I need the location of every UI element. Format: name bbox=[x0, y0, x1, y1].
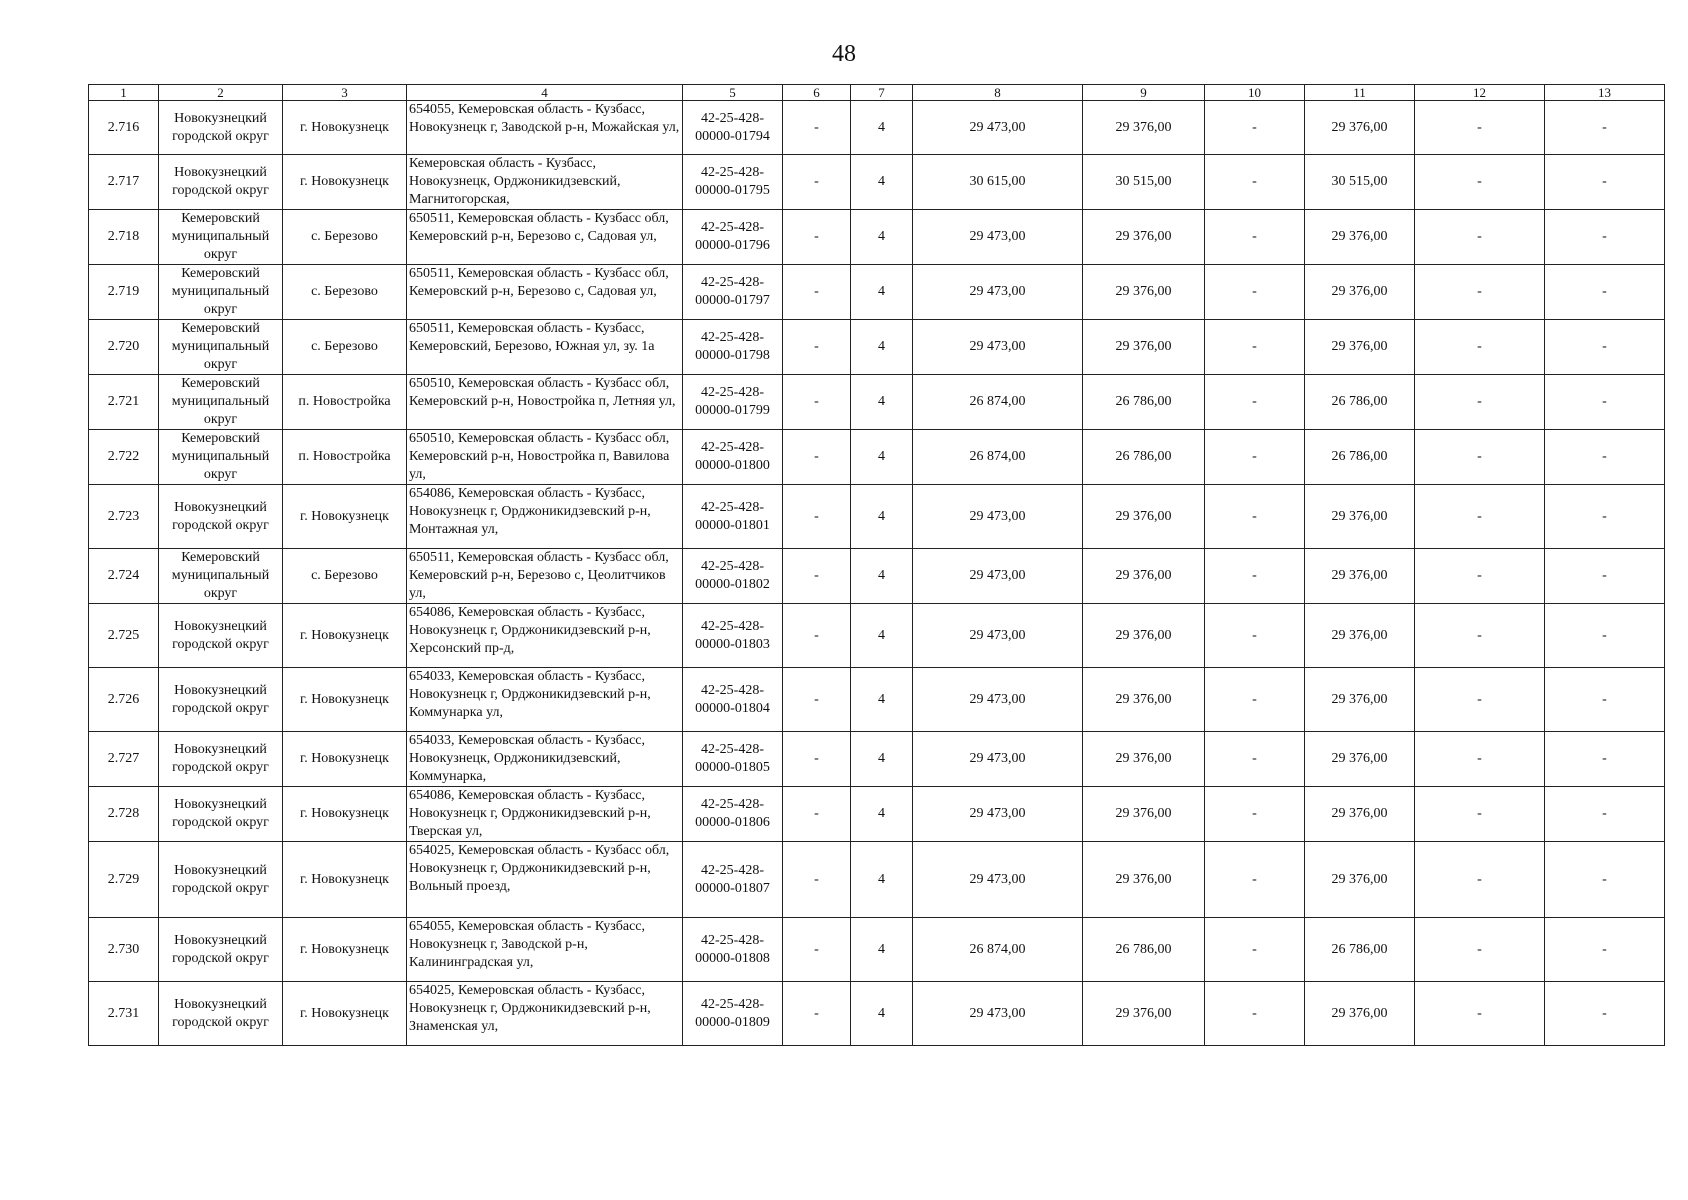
address-cell: 650510, Кемеровская область - Кузбасс обл, Кемеровский р-н, Новостройка п, Вавилова ул, bbox=[407, 430, 683, 485]
address-cell: 650511, Кемеровская область - Кузбасс обл, Кемеровский р-н, Березово с, Садовая ул, bbox=[407, 265, 683, 320]
column-header: 7 bbox=[851, 85, 913, 101]
col-12-cell: - bbox=[1415, 549, 1545, 604]
column-header: 1 bbox=[89, 85, 159, 101]
col-10-cell: - bbox=[1205, 918, 1305, 982]
amount-8-cell: 29 473,00 bbox=[913, 485, 1083, 549]
registry-code-cell: 42-25-428-00000-01799 bbox=[683, 375, 783, 430]
col-13-cell: - bbox=[1545, 265, 1665, 320]
header-row bbox=[89, 85, 1665, 101]
col-13-cell: - bbox=[1545, 732, 1665, 787]
table-header bbox=[89, 85, 1665, 101]
amount-9-cell: 29 376,00 bbox=[1083, 787, 1205, 842]
address-cell: 654055, Кемеровская область - Кузбасс, Новокузнецк г, Заводской р-н, Калининградская ул, bbox=[407, 918, 683, 982]
row-number-cell: 2.722 bbox=[89, 430, 159, 485]
amount-8-cell: 29 473,00 bbox=[913, 732, 1083, 787]
col-10-cell: - bbox=[1205, 982, 1305, 1046]
address-cell: 654055, Кемеровская область - Кузбасс, Новокузнецк г, Заводской р-н, Можайская ул, bbox=[407, 101, 683, 155]
amount-11-cell: 30 515,00 bbox=[1305, 155, 1415, 210]
amount-11-cell: 29 376,00 bbox=[1305, 485, 1415, 549]
col-13-cell: - bbox=[1545, 982, 1665, 1046]
column-header: 13 bbox=[1545, 85, 1665, 101]
registry-code-cell: 42-25-428-00000-01797 bbox=[683, 265, 783, 320]
amount-9-cell: 29 376,00 bbox=[1083, 101, 1205, 155]
address-cell: 654033, Кемеровская область - Кузбасс, Новокузнецк г, Орджоникидзевский р-н, Коммунарка ул, bbox=[407, 668, 683, 732]
table-row bbox=[89, 101, 1665, 155]
column-header: 2 bbox=[159, 85, 283, 101]
col-7-cell: 4 bbox=[851, 982, 913, 1046]
settlement-cell: г. Новокузнецк bbox=[283, 668, 407, 732]
amount-8-cell: 29 473,00 bbox=[913, 265, 1083, 320]
col-10-cell: - bbox=[1205, 732, 1305, 787]
col-13-cell: - bbox=[1545, 842, 1665, 918]
municipality-cell: Кемеровский муниципальный округ bbox=[159, 549, 283, 604]
address-cell: 650511, Кемеровская область - Кузбасс, Кемеровский, Березово, Южная ул, зу. 1а bbox=[407, 320, 683, 375]
row-number-cell: 2.719 bbox=[89, 265, 159, 320]
amount-11-cell: 26 786,00 bbox=[1305, 918, 1415, 982]
registry-code-cell: 42-25-428-00000-01805 bbox=[683, 732, 783, 787]
amount-8-cell: 30 615,00 bbox=[913, 155, 1083, 210]
table-row bbox=[89, 155, 1665, 210]
municipality-cell: Новокузнецкий городской округ bbox=[159, 982, 283, 1046]
row-number-cell: 2.727 bbox=[89, 732, 159, 787]
amount-8-cell: 29 473,00 bbox=[913, 787, 1083, 842]
table-body bbox=[89, 101, 1665, 1046]
address-cell: 654025, Кемеровская область - Кузбасс обл, Новокузнецк г, Орджоникидзевский р-н, Вольный проезд, bbox=[407, 842, 683, 918]
amount-9-cell: 29 376,00 bbox=[1083, 549, 1205, 604]
settlement-cell: г. Новокузнецк bbox=[283, 485, 407, 549]
col-13-cell: - bbox=[1545, 155, 1665, 210]
amount-8-cell: 29 473,00 bbox=[913, 668, 1083, 732]
amount-9-cell: 30 515,00 bbox=[1083, 155, 1205, 210]
amount-11-cell: 26 786,00 bbox=[1305, 430, 1415, 485]
col-13-cell: - bbox=[1545, 320, 1665, 375]
amount-8-cell: 26 874,00 bbox=[913, 430, 1083, 485]
amount-9-cell: 29 376,00 bbox=[1083, 485, 1205, 549]
col-13-cell: - bbox=[1545, 210, 1665, 265]
row-number-cell: 2.728 bbox=[89, 787, 159, 842]
col-12-cell: - bbox=[1415, 918, 1545, 982]
column-header: 6 bbox=[783, 85, 851, 101]
col-7-cell: 4 bbox=[851, 265, 913, 320]
col-6-cell: - bbox=[783, 320, 851, 375]
col-10-cell: - bbox=[1205, 430, 1305, 485]
col-12-cell: - bbox=[1415, 210, 1545, 265]
municipality-cell: Новокузнецкий городской округ bbox=[159, 604, 283, 668]
municipality-cell: Новокузнецкий городской округ bbox=[159, 101, 283, 155]
municipality-cell: Новокузнецкий городской округ bbox=[159, 842, 283, 918]
table-row bbox=[89, 604, 1665, 668]
registry-code-cell: 42-25-428-00000-01796 bbox=[683, 210, 783, 265]
address-cell: 654086, Кемеровская область - Кузбасс, Новокузнецк г, Орджоникидзевский р-н, Монтажная ул, bbox=[407, 485, 683, 549]
registry-code-cell: 42-25-428-00000-01801 bbox=[683, 485, 783, 549]
table-row bbox=[89, 265, 1665, 320]
registry-code-cell: 42-25-428-00000-01795 bbox=[683, 155, 783, 210]
municipality-cell: Кемеровский муниципальный округ bbox=[159, 430, 283, 485]
col-10-cell: - bbox=[1205, 210, 1305, 265]
col-10-cell: - bbox=[1205, 101, 1305, 155]
column-header: 9 bbox=[1083, 85, 1205, 101]
column-header: 12 bbox=[1415, 85, 1545, 101]
amount-8-cell: 29 473,00 bbox=[913, 549, 1083, 604]
table-row bbox=[89, 787, 1665, 842]
table-row bbox=[89, 210, 1665, 265]
col-12-cell: - bbox=[1415, 485, 1545, 549]
settlement-cell: п. Новостройка bbox=[283, 430, 407, 485]
column-header: 10 bbox=[1205, 85, 1305, 101]
row-number-cell: 2.725 bbox=[89, 604, 159, 668]
col-13-cell: - bbox=[1545, 101, 1665, 155]
col-6-cell: - bbox=[783, 485, 851, 549]
col-6-cell: - bbox=[783, 549, 851, 604]
col-12-cell: - bbox=[1415, 842, 1545, 918]
amount-8-cell: 29 473,00 bbox=[913, 320, 1083, 375]
col-7-cell: 4 bbox=[851, 101, 913, 155]
municipality-cell: Кемеровский муниципальный округ bbox=[159, 320, 283, 375]
col-12-cell: - bbox=[1415, 101, 1545, 155]
amount-11-cell: 29 376,00 bbox=[1305, 842, 1415, 918]
col-12-cell: - bbox=[1415, 430, 1545, 485]
col-12-cell: - bbox=[1415, 265, 1545, 320]
amount-9-cell: 29 376,00 bbox=[1083, 210, 1205, 265]
table-row bbox=[89, 320, 1665, 375]
col-6-cell: - bbox=[783, 210, 851, 265]
amount-9-cell: 26 786,00 bbox=[1083, 918, 1205, 982]
amount-9-cell: 29 376,00 bbox=[1083, 320, 1205, 375]
amount-11-cell: 29 376,00 bbox=[1305, 604, 1415, 668]
col-7-cell: 4 bbox=[851, 604, 913, 668]
municipality-cell: Новокузнецкий городской округ bbox=[159, 787, 283, 842]
amount-11-cell: 29 376,00 bbox=[1305, 787, 1415, 842]
col-6-cell: - bbox=[783, 155, 851, 210]
col-6-cell: - bbox=[783, 430, 851, 485]
table-row bbox=[89, 430, 1665, 485]
settlement-cell: п. Новостройка bbox=[283, 375, 407, 430]
amount-8-cell: 26 874,00 bbox=[913, 375, 1083, 430]
registry-code-cell: 42-25-428-00000-01803 bbox=[683, 604, 783, 668]
col-13-cell: - bbox=[1545, 430, 1665, 485]
amount-8-cell: 29 473,00 bbox=[913, 101, 1083, 155]
settlement-cell: с. Березово bbox=[283, 320, 407, 375]
row-number-cell: 2.721 bbox=[89, 375, 159, 430]
amount-11-cell: 29 376,00 bbox=[1305, 320, 1415, 375]
amount-8-cell: 26 874,00 bbox=[913, 918, 1083, 982]
col-7-cell: 4 bbox=[851, 375, 913, 430]
settlement-cell: с. Березово bbox=[283, 265, 407, 320]
col-12-cell: - bbox=[1415, 732, 1545, 787]
column-header: 8 bbox=[913, 85, 1083, 101]
settlement-cell: г. Новокузнецк bbox=[283, 982, 407, 1046]
settlement-cell: г. Новокузнецк bbox=[283, 732, 407, 787]
column-header: 5 bbox=[683, 85, 783, 101]
settlement-cell: г. Новокузнецк bbox=[283, 842, 407, 918]
col-13-cell: - bbox=[1545, 604, 1665, 668]
amount-11-cell: 29 376,00 bbox=[1305, 668, 1415, 732]
amount-11-cell: 29 376,00 bbox=[1305, 549, 1415, 604]
registry-code-cell: 42-25-428-00000-01802 bbox=[683, 549, 783, 604]
col-6-cell: - bbox=[783, 787, 851, 842]
table-row bbox=[89, 549, 1665, 604]
col-12-cell: - bbox=[1415, 787, 1545, 842]
amount-9-cell: 29 376,00 bbox=[1083, 668, 1205, 732]
row-number-cell: 2.724 bbox=[89, 549, 159, 604]
municipality-cell: Новокузнецкий городской округ bbox=[159, 668, 283, 732]
table-row bbox=[89, 375, 1665, 430]
col-6-cell: - bbox=[783, 732, 851, 787]
col-7-cell: 4 bbox=[851, 210, 913, 265]
settlement-cell: г. Новокузнецк bbox=[283, 787, 407, 842]
address-cell: 654086, Кемеровская область - Кузбасс, Новокузнецк г, Орджоникидзевский р-н, Тверская ул, bbox=[407, 787, 683, 842]
amount-9-cell: 29 376,00 bbox=[1083, 732, 1205, 787]
registry-code-cell: 42-25-428-00000-01800 bbox=[683, 430, 783, 485]
col-6-cell: - bbox=[783, 842, 851, 918]
address-cell: 654025, Кемеровская область - Кузбасс, Новокузнецк г, Орджоникидзевский р-н, Знаменская ул, bbox=[407, 982, 683, 1046]
registry-table bbox=[88, 84, 1665, 1046]
col-6-cell: - bbox=[783, 604, 851, 668]
col-6-cell: - bbox=[783, 375, 851, 430]
amount-11-cell: 29 376,00 bbox=[1305, 265, 1415, 320]
row-number-cell: 2.720 bbox=[89, 320, 159, 375]
col-12-cell: - bbox=[1415, 982, 1545, 1046]
address-cell: 650511, Кемеровская область - Кузбасс обл, Кемеровский р-н, Березово с, Цеолитчиков ул, bbox=[407, 549, 683, 604]
col-10-cell: - bbox=[1205, 842, 1305, 918]
col-7-cell: 4 bbox=[851, 320, 913, 375]
table-row bbox=[89, 842, 1665, 918]
col-10-cell: - bbox=[1205, 485, 1305, 549]
municipality-cell: Кемеровский муниципальный округ bbox=[159, 265, 283, 320]
address-cell: 650510, Кемеровская область - Кузбасс обл, Кемеровский р-н, Новостройка п, Летняя ул, bbox=[407, 375, 683, 430]
amount-11-cell: 29 376,00 bbox=[1305, 101, 1415, 155]
row-number-cell: 2.730 bbox=[89, 918, 159, 982]
page-number: 48 bbox=[832, 41, 856, 67]
table-row bbox=[89, 668, 1665, 732]
col-13-cell: - bbox=[1545, 375, 1665, 430]
amount-9-cell: 29 376,00 bbox=[1083, 842, 1205, 918]
settlement-cell: с. Березово bbox=[283, 210, 407, 265]
amount-8-cell: 29 473,00 bbox=[913, 604, 1083, 668]
amount-9-cell: 26 786,00 bbox=[1083, 430, 1205, 485]
col-7-cell: 4 bbox=[851, 668, 913, 732]
address-cell: Кемеровская область - Кузбасс, Новокузнецк, Орджоникидзевский, Магнитогорская, bbox=[407, 155, 683, 210]
municipality-cell: Кемеровский муниципальный округ bbox=[159, 210, 283, 265]
amount-8-cell: 29 473,00 bbox=[913, 210, 1083, 265]
col-13-cell: - bbox=[1545, 485, 1665, 549]
row-number-cell: 2.723 bbox=[89, 485, 159, 549]
amount-11-cell: 29 376,00 bbox=[1305, 982, 1415, 1046]
amount-9-cell: 29 376,00 bbox=[1083, 982, 1205, 1046]
col-13-cell: - bbox=[1545, 668, 1665, 732]
col-10-cell: - bbox=[1205, 549, 1305, 604]
col-10-cell: - bbox=[1205, 265, 1305, 320]
col-7-cell: 4 bbox=[851, 787, 913, 842]
registry-code-cell: 42-25-428-00000-01808 bbox=[683, 918, 783, 982]
column-header: 3 bbox=[283, 85, 407, 101]
amount-8-cell: 29 473,00 bbox=[913, 982, 1083, 1046]
row-number-cell: 2.729 bbox=[89, 842, 159, 918]
municipality-cell: Кемеровский муниципальный округ bbox=[159, 375, 283, 430]
col-6-cell: - bbox=[783, 101, 851, 155]
col-7-cell: 4 bbox=[851, 549, 913, 604]
registry-code-cell: 42-25-428-00000-01804 bbox=[683, 668, 783, 732]
amount-9-cell: 29 376,00 bbox=[1083, 604, 1205, 668]
row-number-cell: 2.716 bbox=[89, 101, 159, 155]
amount-11-cell: 26 786,00 bbox=[1305, 375, 1415, 430]
col-6-cell: - bbox=[783, 918, 851, 982]
col-12-cell: - bbox=[1415, 320, 1545, 375]
col-7-cell: 4 bbox=[851, 842, 913, 918]
amount-11-cell: 29 376,00 bbox=[1305, 732, 1415, 787]
municipality-cell: Новокузнецкий городской округ bbox=[159, 732, 283, 787]
col-12-cell: - bbox=[1415, 375, 1545, 430]
col-7-cell: 4 bbox=[851, 485, 913, 549]
settlement-cell: г. Новокузнецк bbox=[283, 101, 407, 155]
row-number-cell: 2.717 bbox=[89, 155, 159, 210]
col-10-cell: - bbox=[1205, 155, 1305, 210]
registry-code-cell: 42-25-428-00000-01798 bbox=[683, 320, 783, 375]
settlement-cell: г. Новокузнецк bbox=[283, 918, 407, 982]
municipality-cell: Новокузнецкий городской округ bbox=[159, 155, 283, 210]
table-row bbox=[89, 485, 1665, 549]
col-12-cell: - bbox=[1415, 668, 1545, 732]
col-13-cell: - bbox=[1545, 918, 1665, 982]
address-cell: 654033, Кемеровская область - Кузбасс, Новокузнецк, Орджоникидзевский, Коммунарка, bbox=[407, 732, 683, 787]
col-10-cell: - bbox=[1205, 320, 1305, 375]
col-7-cell: 4 bbox=[851, 155, 913, 210]
row-number-cell: 2.726 bbox=[89, 668, 159, 732]
registry-code-cell: 42-25-428-00000-01806 bbox=[683, 787, 783, 842]
settlement-cell: с. Березово bbox=[283, 549, 407, 604]
row-number-cell: 2.718 bbox=[89, 210, 159, 265]
table-row bbox=[89, 732, 1665, 787]
address-cell: 654086, Кемеровская область - Кузбасс, Новокузнецк г, Орджоникидзевский р-н, Херсонский пр-д, bbox=[407, 604, 683, 668]
municipality-cell: Новокузнецкий городской округ bbox=[159, 485, 283, 549]
col-12-cell: - bbox=[1415, 604, 1545, 668]
municipality-cell: Новокузнецкий городской округ bbox=[159, 918, 283, 982]
column-header: 4 bbox=[407, 85, 683, 101]
col-6-cell: - bbox=[783, 982, 851, 1046]
amount-11-cell: 29 376,00 bbox=[1305, 210, 1415, 265]
col-7-cell: 4 bbox=[851, 918, 913, 982]
col-13-cell: - bbox=[1545, 787, 1665, 842]
amount-8-cell: 29 473,00 bbox=[913, 842, 1083, 918]
registry-code-cell: 42-25-428-00000-01794 bbox=[683, 101, 783, 155]
col-7-cell: 4 bbox=[851, 430, 913, 485]
table-row bbox=[89, 918, 1665, 982]
settlement-cell: г. Новокузнецк bbox=[283, 604, 407, 668]
col-12-cell: - bbox=[1415, 155, 1545, 210]
row-number-cell: 2.731 bbox=[89, 982, 159, 1046]
col-13-cell: - bbox=[1545, 549, 1665, 604]
col-7-cell: 4 bbox=[851, 732, 913, 787]
address-cell: 650511, Кемеровская область - Кузбасс обл, Кемеровский р-н, Березово с, Садовая ул, bbox=[407, 210, 683, 265]
registry-code-cell: 42-25-428-00000-01809 bbox=[683, 982, 783, 1046]
col-6-cell: - bbox=[783, 265, 851, 320]
col-10-cell: - bbox=[1205, 787, 1305, 842]
registry-code-cell: 42-25-428-00000-01807 bbox=[683, 842, 783, 918]
column-header: 11 bbox=[1305, 85, 1415, 101]
amount-9-cell: 29 376,00 bbox=[1083, 265, 1205, 320]
col-10-cell: - bbox=[1205, 604, 1305, 668]
col-10-cell: - bbox=[1205, 375, 1305, 430]
col-6-cell: - bbox=[783, 668, 851, 732]
settlement-cell: г. Новокузнецк bbox=[283, 155, 407, 210]
amount-9-cell: 26 786,00 bbox=[1083, 375, 1205, 430]
col-10-cell: - bbox=[1205, 668, 1305, 732]
table-row bbox=[89, 982, 1665, 1046]
